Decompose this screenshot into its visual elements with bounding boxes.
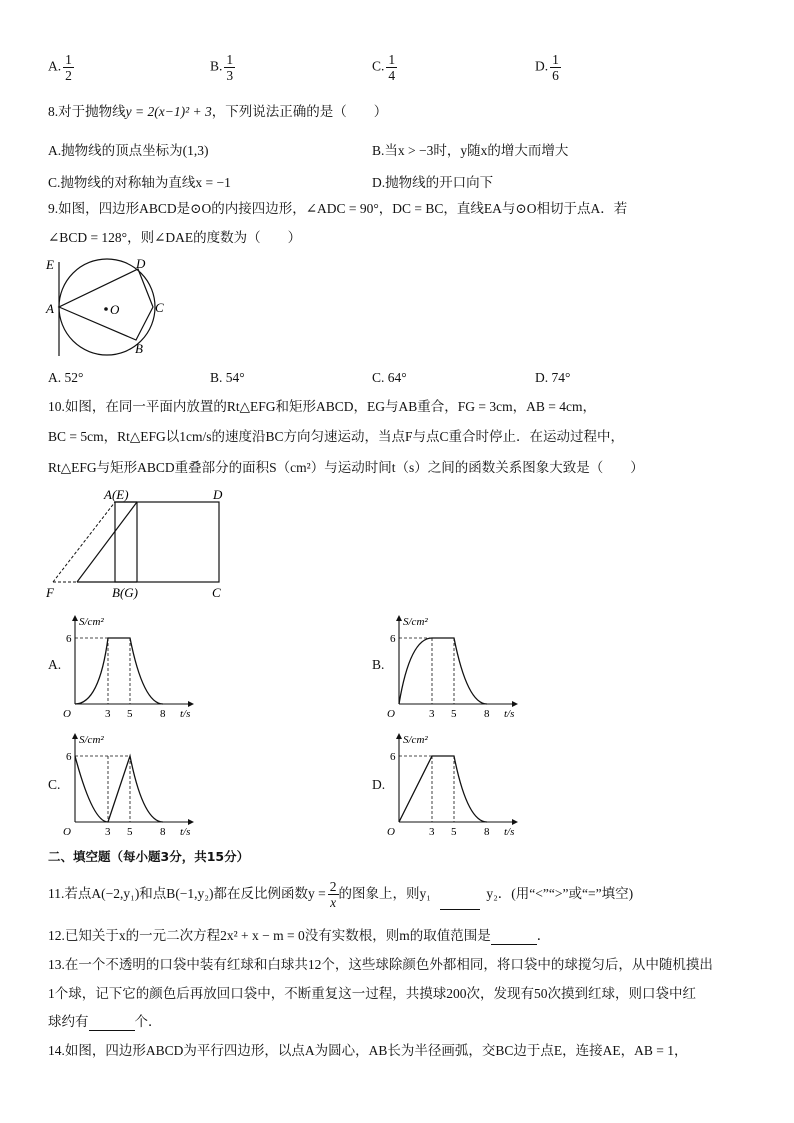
x-axis-label: t/s <box>504 708 515 720</box>
label-d: D <box>213 487 223 502</box>
x-tick-8: 8 <box>484 826 490 838</box>
option-text: 抛物线的对称轴为直线x = −1 <box>60 175 231 190</box>
x-axis-label: t/s <box>504 826 515 838</box>
x-tick-8: 8 <box>484 708 490 720</box>
label-a: A <box>46 301 54 316</box>
option-letter: B. <box>210 58 223 74</box>
q9-option-d <box>535 370 570 386</box>
q8-stem <box>48 103 387 121</box>
option-letter: B. <box>210 370 223 385</box>
label-b: B <box>135 341 143 356</box>
graph-c <box>60 730 220 840</box>
option-letter: A. <box>48 58 62 74</box>
center-point <box>104 307 108 311</box>
q9-option-a <box>48 370 83 386</box>
x-tick-8: 8 <box>160 708 166 720</box>
section-title: 二、填空题（每小题3分，共15分） <box>48 849 250 864</box>
label-f: F <box>46 585 54 600</box>
option-text: 54° <box>225 370 245 385</box>
q11-text-a: 11.若点A(−2,y₁)和点B(−1,y₂)都在反比例函数y = <box>48 886 326 901</box>
option-text: 当x > −3时，y随x的增大而增大 <box>384 143 569 158</box>
origin-label: O <box>63 826 71 838</box>
option-text: 52° <box>64 370 84 385</box>
graph-curve <box>399 756 487 822</box>
y-axis-label: S/cm² <box>79 616 104 628</box>
option-letter: A. <box>48 370 62 385</box>
q9-option-b <box>210 370 245 386</box>
x-tick-3: 3 <box>105 708 111 720</box>
option-letter: C. <box>48 175 61 190</box>
graph-d <box>384 730 544 840</box>
graph-curve <box>75 638 163 704</box>
denominator: 6 <box>552 68 559 83</box>
option-letter: A. <box>48 143 62 158</box>
x-tick-3: 3 <box>429 826 435 838</box>
q9-line-2: ∠BCD = 128°，则∠DAE的度数为（ ） <box>48 230 302 245</box>
x-axis-arrow <box>188 701 194 707</box>
label-d: D <box>136 256 146 271</box>
q12-end: ． <box>536 928 551 943</box>
graph-b <box>384 612 544 722</box>
option-text: 抛物线的顶点坐标为(1,3) <box>61 143 209 158</box>
q10-line-2: BC = 5cm，Rt△EFG以1cm/s的速度沿BC方向匀速运动，当点F与点C重合时停止．在运动过程中， <box>48 429 625 444</box>
fraction <box>224 52 235 83</box>
x-axis-label: t/s <box>180 708 191 720</box>
q10-graph-letter-c: C. <box>48 777 61 792</box>
q7-option-d <box>535 52 561 83</box>
rectangle-abcd <box>115 502 219 582</box>
q13-text-a: 球约有 <box>48 1014 89 1029</box>
q8-option-a <box>48 139 209 159</box>
label-c: C <box>212 585 221 600</box>
quadrilateral-abcd <box>59 269 153 340</box>
y-axis-label: S/cm² <box>403 734 428 746</box>
x-axis-label: t/s <box>180 826 191 838</box>
option-letter: C. <box>372 370 385 385</box>
denominator: 2 <box>65 68 72 83</box>
x-tick-8: 8 <box>160 826 166 838</box>
q7-option-a <box>48 52 74 83</box>
fraction <box>63 52 74 83</box>
x-tick-5: 5 <box>127 708 133 720</box>
q11-fraction <box>328 879 339 910</box>
q14-line-1: 14.如图，四边形ABCD为平行四边形，以点A为圆心，AB长为半径画弧，交BC边于点E，连接AE，AB = 1， <box>48 1043 688 1058</box>
q12-line <box>48 927 550 945</box>
answer-blank[interactable] <box>440 895 480 910</box>
option-letter: C. <box>372 58 385 74</box>
q7-option-c <box>372 52 397 83</box>
origin-label: O <box>387 826 395 838</box>
label-c: C <box>155 300 164 315</box>
option-letter: B. <box>372 143 385 158</box>
x-tick-5: 5 <box>127 826 133 838</box>
y-tick-6: 6 <box>390 633 396 645</box>
answer-blank[interactable] <box>491 930 537 945</box>
numerator: 2 <box>329 879 337 895</box>
q8-stem-b: ，下列说法正确的是（ ） <box>211 104 388 119</box>
x-axis-arrow <box>512 701 518 707</box>
numerator: 1 <box>388 52 396 67</box>
y-axis-arrow <box>396 733 402 739</box>
fraction <box>386 52 397 83</box>
graph-a <box>60 612 220 722</box>
q7-option-b <box>210 52 235 83</box>
q13-line-1: 13.在一个不透明的口袋中装有红球和白球共12个，这些球除颜色外都相同，将口袋中的球搅匀后，从中随机摸出 <box>48 957 713 972</box>
graph-curve <box>399 638 487 704</box>
q8-option-c <box>48 171 231 191</box>
label-o: O <box>110 302 120 317</box>
q10-graph-letter-d: D. <box>372 777 386 792</box>
q13-line-3 <box>48 1013 162 1031</box>
x-tick-5: 5 <box>451 826 457 838</box>
q8-option-b <box>372 139 568 159</box>
q13-line-2: 1个球，记下它的颜色后再放回口袋中，不断重复这一过程，共摸球200次，发现有50次摸到红球，则口袋中红 <box>48 986 696 1001</box>
q9-line-1: 9.如图，四边形ABCD是⊙O的内接四边形，∠ADC = 90°，DC = BC，直线EA与⊙O相切于点A．若 <box>48 201 628 216</box>
triangle-hypotenuse-dashed <box>53 502 115 582</box>
fraction <box>550 52 561 83</box>
label-b-g: B(G) <box>112 585 138 600</box>
q9-circle-figure <box>40 252 180 362</box>
q12-text: 12.已知关于x的一元二次方程2x² + x − m = 0没有实数根，则m的取值范围是 <box>48 928 491 943</box>
q9-option-c <box>372 370 407 386</box>
numerator: 1 <box>226 52 234 67</box>
origin-label: O <box>387 708 395 720</box>
y-axis-arrow <box>72 733 78 739</box>
option-letter: D. <box>535 58 549 74</box>
option-letter: D. <box>372 175 386 190</box>
y-axis-arrow <box>396 615 402 621</box>
y-tick-6: 6 <box>66 751 72 763</box>
option-text: 抛物线的开口向下 <box>385 175 494 190</box>
denominator: 4 <box>388 68 396 83</box>
q8-stem-a: 8.对于抛物线 <box>48 104 126 119</box>
q10-line-3: Rt△EFG与矩形ABCD重叠部分的面积S（cm²）与运动时间t（s）之间的函数关系图象大致是（ ） <box>48 460 644 475</box>
q11-text-b: 的图象上，则y₁ <box>338 886 431 901</box>
label-e: E <box>46 257 54 272</box>
numerator: 1 <box>552 52 559 67</box>
y-axis-label: S/cm² <box>79 734 104 746</box>
x-tick-3: 3 <box>429 708 435 720</box>
option-letter: D. <box>535 370 549 385</box>
x-tick-3: 3 <box>105 826 111 838</box>
q10-line-1: 10.如图，在同一平面内放置的Rt△EFG和矩形ABCD，EG与AB重合，FG = 3cm，AB = 4cm， <box>48 399 596 414</box>
option-text: 64° <box>387 370 407 385</box>
origin-label: O <box>63 708 71 720</box>
x-axis-arrow <box>188 819 194 825</box>
q8-formula: y = 2(x−1)² + 3 <box>125 104 212 119</box>
q8-option-d <box>372 171 493 191</box>
y-axis-label: S/cm² <box>403 616 428 628</box>
graph-curve <box>75 756 163 822</box>
q13-text-b: 个． <box>134 1014 162 1029</box>
x-tick-5: 5 <box>451 708 457 720</box>
answer-blank[interactable] <box>89 1016 135 1031</box>
q11-line <box>48 878 633 910</box>
denominator: 3 <box>226 68 234 83</box>
option-text: 74° <box>551 370 571 385</box>
numerator: 1 <box>65 52 72 67</box>
y-tick-6: 6 <box>66 633 72 645</box>
x-axis-arrow <box>512 819 518 825</box>
denominator: x <box>330 895 337 911</box>
q10-rectangle-figure <box>40 486 240 601</box>
label-a-e: A(E) <box>104 487 129 502</box>
q11-text-c: y₂．(用“<”“>”或“=”填空) <box>486 886 634 901</box>
y-tick-6: 6 <box>390 751 396 763</box>
moving-triangle-hypotenuse <box>77 502 137 582</box>
q10-graph-letter-b: B. <box>372 657 385 672</box>
q10-graph-letter-a: A. <box>48 657 62 672</box>
y-axis-arrow <box>72 615 78 621</box>
